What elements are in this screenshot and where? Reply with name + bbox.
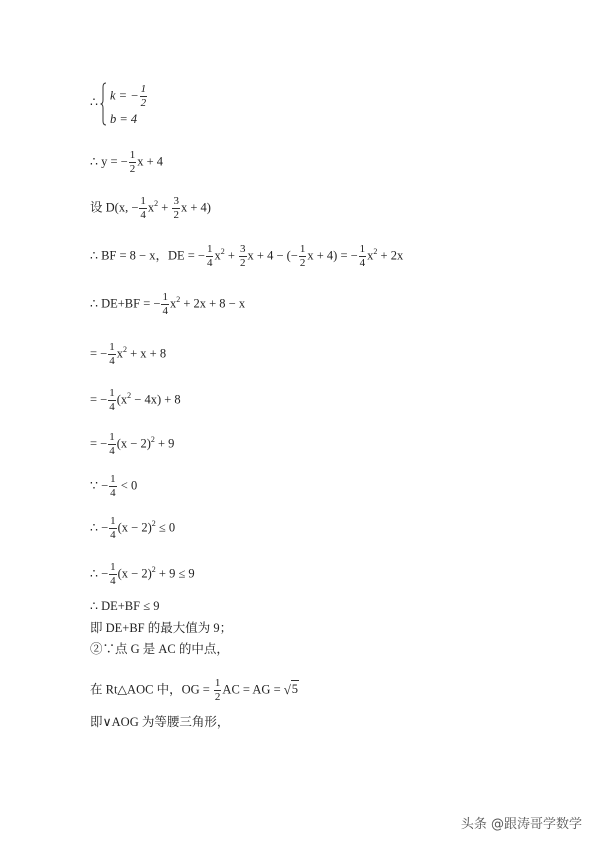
line-step-2: = − $\frac{1}{4}$ $(x^2 - 4x) + 8$	[90, 387, 181, 413]
line-isosceles: 即∨AOG 为等腰三角形，	[90, 715, 230, 729]
left-brace-icon	[100, 82, 107, 126]
therefore-symbol: ∴	[90, 95, 98, 109]
line-leq-nine: ∴ − $\frac{1}{4}$ $(x - 2)^2 + 9 \le 9$	[90, 561, 195, 587]
line-de-plus-bf: ∴ DE+BF = − $\frac{1}{4}$ $x^2 + 2x + 8 - x$	[90, 291, 246, 317]
line-step-1: = − $\frac{1}{4}$ $x^2 + x + 8$	[90, 341, 167, 367]
line-bf-de: ∴ BF = 8 − x，DE = − $\frac{1}{4}$ $x^2$ + $\frac{3}{2}$ x + 4 − (− $\frac{1}{2}$ x + 4) = − $\frac{1}{4}$ $x^2 + 2x$	[90, 243, 404, 269]
line-step-3: = − $\frac{1}{4}$ $(x - 2)^2 + 9$	[90, 431, 175, 457]
line-midpoint: ②∵点 G 是 AC 的中点，	[90, 642, 229, 656]
equation-k: k = − $\frac{1}{2}$	[110, 83, 147, 109]
line-right-triangle: 在 Rt△AOC 中，OG = $\frac{1}{2}$ AC = AG = √ 5	[90, 677, 298, 703]
line-conclusion: ∴ DE+BF ≤ 9	[90, 599, 160, 613]
sqrt-symbol: √ 5	[283, 682, 298, 698]
line-y-equation: ∴ y = − $\frac{1}{2}$ x + 4	[90, 149, 163, 175]
line-max-value: 即 DE+BF 的最大值为 9；	[90, 621, 233, 635]
line-set-d: 设 D(x, − $\frac{1}{4}$ $x^2$ + $\frac{3}{2}$ x + 4)	[90, 195, 211, 221]
equation-b: b = 4	[110, 112, 138, 126]
watermark: 头条 @跟涛哥学数学	[460, 817, 582, 832]
line-leq-zero: ∴ − $\frac{1}{4}$ $(x - 2)^2 \le 0$	[90, 515, 176, 541]
line-because: ∵ − $\frac{1}{4}$ < 0	[90, 473, 138, 499]
